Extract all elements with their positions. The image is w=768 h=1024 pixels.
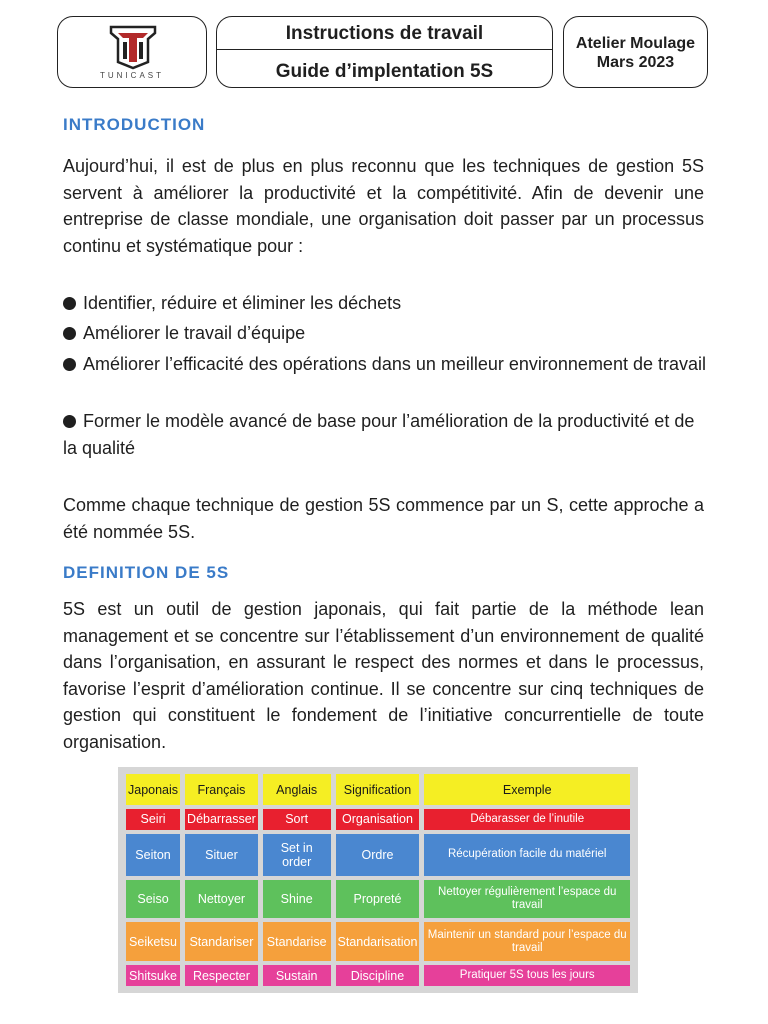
logo-text: TUNICAST — [100, 71, 164, 80]
table-cell: Standariser — [185, 922, 258, 961]
title-divider — [217, 49, 552, 50]
table-cell: Seiton — [126, 834, 180, 876]
introduction-heading: INTRODUCTION — [63, 115, 206, 134]
definition-heading: DEFINITION DE 5S — [63, 563, 230, 582]
table-cell: Propreté — [336, 880, 420, 919]
header-cell-francais: Français — [185, 774, 258, 805]
bullet-item — [63, 351, 708, 378]
bullet-text: Former le modèle avancé de base pour l’amélioration de la productivité et de la qualité — [63, 411, 695, 458]
table-row — [126, 965, 630, 986]
table-row — [126, 922, 630, 961]
bullet-icon — [63, 297, 76, 310]
tunicast-logo-icon — [108, 24, 158, 70]
table-cell: Situer — [185, 834, 258, 876]
bullet-text: Améliorer le travail d’équipe — [83, 323, 306, 343]
5s-table-grid — [121, 770, 635, 990]
bullet-item — [63, 408, 708, 461]
header-cell-signification: Signification — [336, 774, 420, 805]
bullet-icon — [63, 415, 76, 428]
document-title: Guide d’implentation 5S — [275, 61, 494, 82]
table-row — [126, 880, 630, 919]
table-cell: Sort — [263, 809, 331, 830]
table-cell: Respecter — [185, 965, 258, 986]
table-cell: Set in order — [263, 834, 331, 876]
logo-box — [57, 16, 207, 88]
table-cell: Pratiquer 5S tous les jours — [424, 965, 630, 986]
5s-table — [118, 767, 638, 993]
bullet-icon — [63, 358, 76, 371]
table-cell: Maintenir un standard pour l’espace du travail — [424, 922, 630, 961]
table-cell: Discipline — [336, 965, 420, 986]
bullet-item — [63, 320, 708, 347]
bullet-icon — [63, 327, 76, 340]
table-cell: Ordre — [336, 834, 420, 876]
definition-paragraph: 5S est un outil de gestion japonais, qui fait partie de la méthode lean management et se concentre sur l’établissement d’un environnement de qualité dans l’organisation, en assurant le respect des normes et dans le processus, favorise l’esprit d’amélioration continue. Il se concentre sur cinq techniques de gestion qui constituent le fondement de l’initiative concurrentielle de toute organisation. — [63, 599, 704, 752]
table-cell: Récupération facile du matériel — [424, 834, 630, 876]
table-cell: Seiso — [126, 880, 180, 919]
title-box — [216, 16, 553, 88]
bullet-item — [63, 290, 708, 317]
table-row — [126, 834, 630, 876]
table-header-row — [126, 774, 630, 805]
table-cell: Shitsuke — [126, 965, 180, 986]
bullet-text: Améliorer l’efficacité des opérations dans un meilleur environnement de travail — [83, 354, 706, 374]
workshop-name: Atelier Moulage — [575, 35, 696, 52]
bullet-text: Identifier, réduire et éliminer les déchets — [83, 293, 402, 313]
closing-paragraph: Comme chaque technique de gestion 5S commence par un S, cette approche a été nommée 5S. — [63, 495, 704, 542]
table-row — [126, 809, 630, 830]
header-cell-japonais: Japonais — [126, 774, 180, 805]
table-cell: Standarise — [263, 922, 331, 961]
introduction-paragraph: Aujourd’hui, il est de plus en plus reconnu que les techniques de gestion 5S servent à améliorer la productivité et la compétitivité. Afin de devenir une entreprise de classe mondiale, une organisation doit passer par un processus continu et systématique pour : — [63, 156, 704, 256]
table-cell: Nettoyer — [185, 880, 258, 919]
table-cell: Shine — [263, 880, 331, 919]
table-cell: Sustain — [263, 965, 331, 986]
table-cell: Organisation — [336, 809, 420, 830]
header-cell-anglais: Anglais — [263, 774, 331, 805]
table-cell: Seiri — [126, 809, 180, 830]
table-cell: Standarisation — [336, 922, 420, 961]
table-cell: Débarasser de l’inutile — [424, 809, 630, 830]
header-cell-exemple: Exemple — [424, 774, 630, 805]
table-cell: Débarrasser — [185, 809, 258, 830]
table-cell: Seiketsu — [126, 922, 180, 961]
document-date: Mars 2023 — [596, 54, 675, 71]
document-type-title: Instructions de travail — [285, 23, 484, 44]
table-cell: Nettoyer régulièrement l’espace du travail — [424, 880, 630, 919]
workshop-box — [563, 16, 708, 88]
